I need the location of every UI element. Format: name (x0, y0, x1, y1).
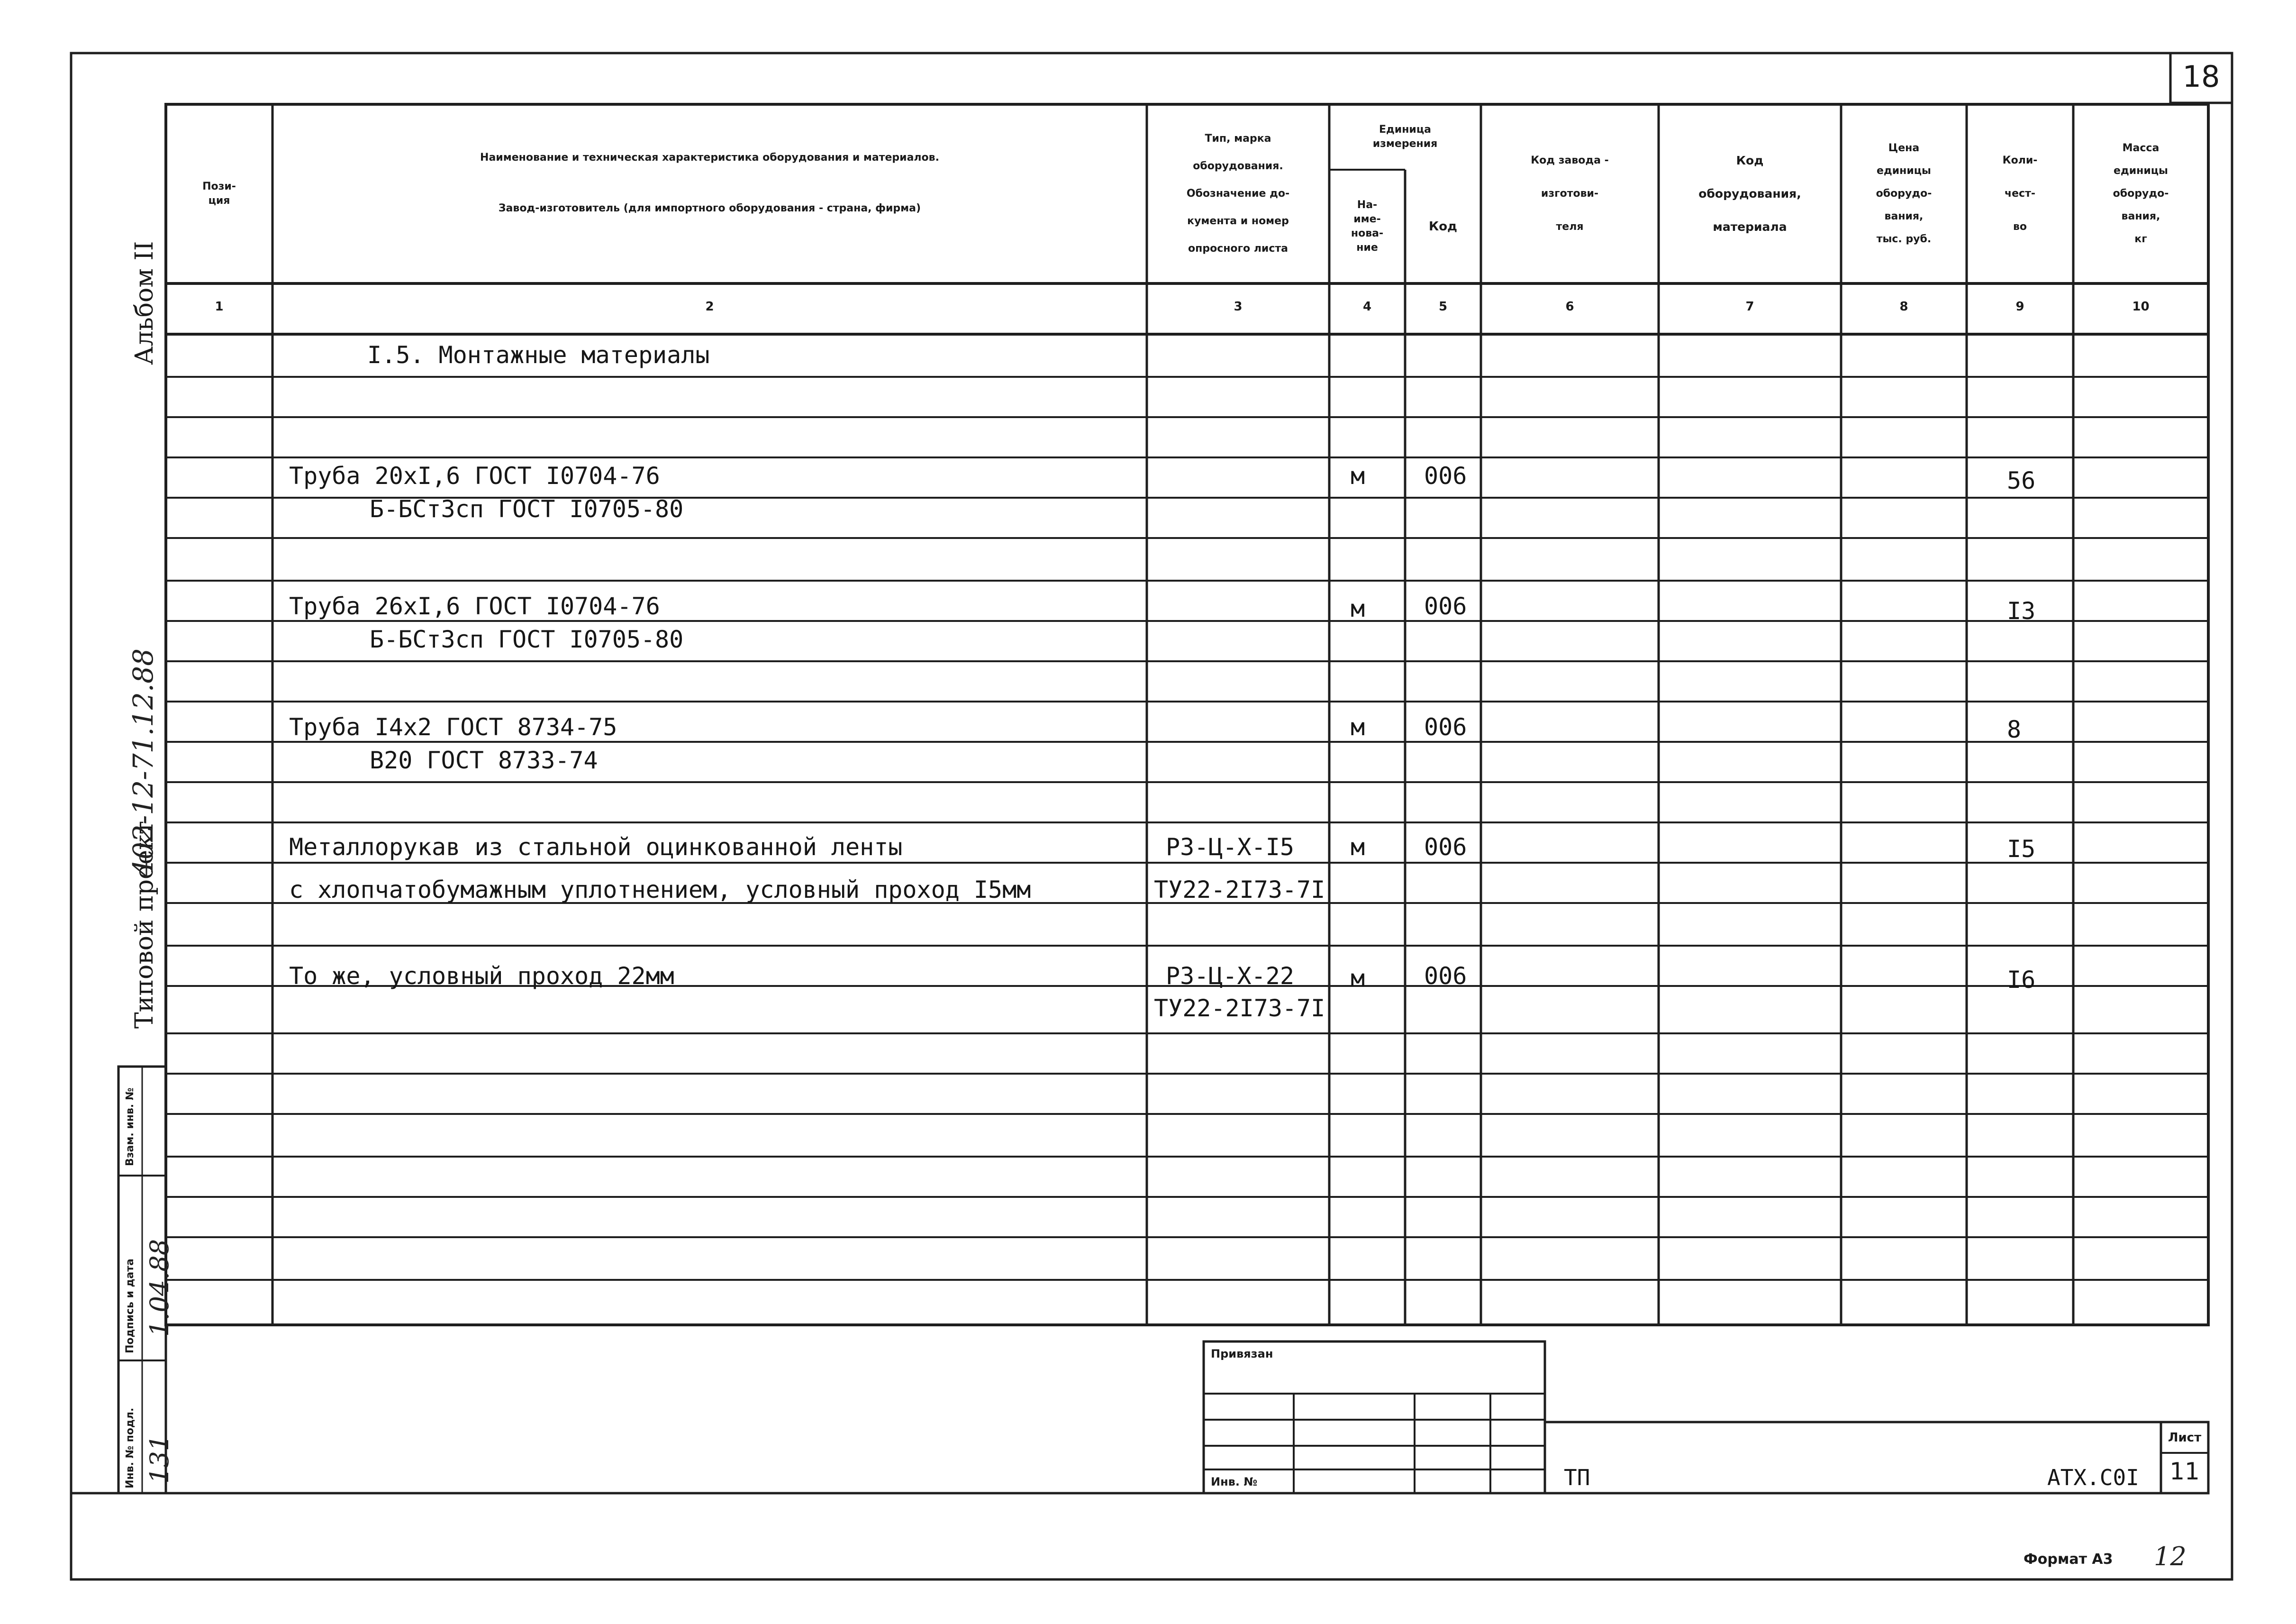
side-stamp-date-value: 1.04.88 (145, 1239, 174, 1337)
row-code: 006 (1424, 962, 1467, 990)
col-num: 10 (2132, 300, 2150, 314)
header-unit-name: На- име- нова- ние (1351, 199, 1384, 254)
album-label: Альбом II (130, 241, 159, 365)
header-maker: Код завода - изготови- теля (1531, 155, 1609, 233)
stamp-sheet-label: Лист (2168, 1431, 2202, 1445)
row-name: Б-БСт3сп ГОСТ I0705-80 (370, 495, 684, 523)
section-title: I.5. Монтажные материалы (367, 341, 710, 369)
side-stamp-inv-orig: Инв. № подл. (124, 1407, 136, 1488)
row-name: Труба 20хI,6 ГОСТ I0704-76 (289, 462, 660, 490)
row-qty: 56 (2007, 467, 2036, 494)
header-position: Пози- ция (202, 181, 236, 207)
col-num: 3 (1234, 300, 1243, 314)
stamp-attached-label: Привязан (1211, 1347, 1273, 1360)
stamp-code: АТХ.С0I (2047, 1465, 2139, 1490)
row-type: ТУ22-2I73-7I (1154, 994, 1325, 1022)
col-num: 9 (2015, 300, 2024, 314)
row-name: с хлопчатобумажным уплотнением, условный проход I5мм (289, 876, 1031, 903)
sheet-number: 18 (2182, 59, 2220, 94)
row-code: 006 (1424, 833, 1467, 861)
row-qty: I5 (2007, 835, 2036, 863)
format-label: Формат А3 (2024, 1551, 2113, 1568)
row-type: Р3-Ц-Х-I5 (1166, 833, 1294, 861)
row-name: Труба 26хI,6 ГОСТ I0704-76 (289, 593, 660, 620)
row-unit: м (1351, 713, 1365, 741)
row-qty: 8 (2007, 716, 2022, 743)
header-name-line1: Наименование и техническая характеристика оборудования и материалов. (480, 152, 939, 164)
side-stamp-replace-inv: Взам. инв. № (124, 1087, 136, 1166)
col-num: 4 (1362, 300, 1372, 314)
row-name: Металлорукав из стальной оцинкованной ленты (289, 833, 903, 861)
row-name: Б-БСт3сп ГОСТ I0705-80 (370, 626, 684, 653)
header-unit-code: Код (1428, 219, 1458, 234)
row-name: В20 ГОСТ 8733-74 (370, 747, 598, 774)
side-stamp-signature-date: Подпись и дата (124, 1259, 136, 1353)
row-name: То же, условный проход 22мм (289, 962, 674, 990)
row-type: Р3-Ц-Х-22 (1166, 962, 1294, 990)
project-label: Типовой проект (130, 821, 159, 1029)
row-qty: I6 (2007, 966, 2036, 994)
col-num: 6 (1565, 300, 1574, 314)
row-name: Труба I4х2 ГОСТ 8734-75 (289, 713, 617, 741)
row-unit: м (1351, 595, 1365, 622)
header-qty: Коли- чест- во (2002, 155, 2038, 233)
col-num: 2 (705, 300, 714, 314)
header-name-line2: Завод-изготовитель (для импортного оборудования - страна, фирма) (498, 202, 921, 214)
col-num: 8 (1899, 300, 1908, 314)
header-type: Тип, марка оборудования. Обозначение до- кумента и номер опросного листа (1186, 133, 1290, 255)
row-code: 006 (1424, 462, 1467, 490)
row-unit: м (1351, 462, 1365, 490)
header-price: Цена единицы оборудо- вания, тыс. руб. (1876, 142, 1932, 245)
project-code: 402-12-71.12.88 (127, 648, 159, 877)
col-num: 7 (1745, 300, 1754, 314)
stamp-tp: ТП (1564, 1465, 1590, 1490)
row-code: 006 (1424, 593, 1467, 620)
stamp-sheet-value: 11 (2169, 1458, 2200, 1485)
row-type: ТУ22-2I73-7I (1154, 876, 1325, 903)
side-stamp-inv-value: 131 (145, 1434, 174, 1484)
row-unit: м (1351, 965, 1365, 992)
format-number: 12 (2154, 1542, 2187, 1571)
col-num: 5 (1438, 300, 1448, 314)
stamp-inv-no-label: Инв. № (1211, 1475, 1258, 1488)
header-equipment-code: Код оборудования, материала (1698, 154, 1801, 234)
row-qty: I3 (2007, 597, 2036, 625)
row-code: 006 (1424, 713, 1467, 741)
col-num: 1 (215, 300, 224, 314)
header-mass: Масса единицы оборудо- вания, кг (2113, 142, 2169, 245)
header-unit: Единица измерения (1372, 124, 1438, 150)
row-unit: м (1351, 833, 1365, 861)
